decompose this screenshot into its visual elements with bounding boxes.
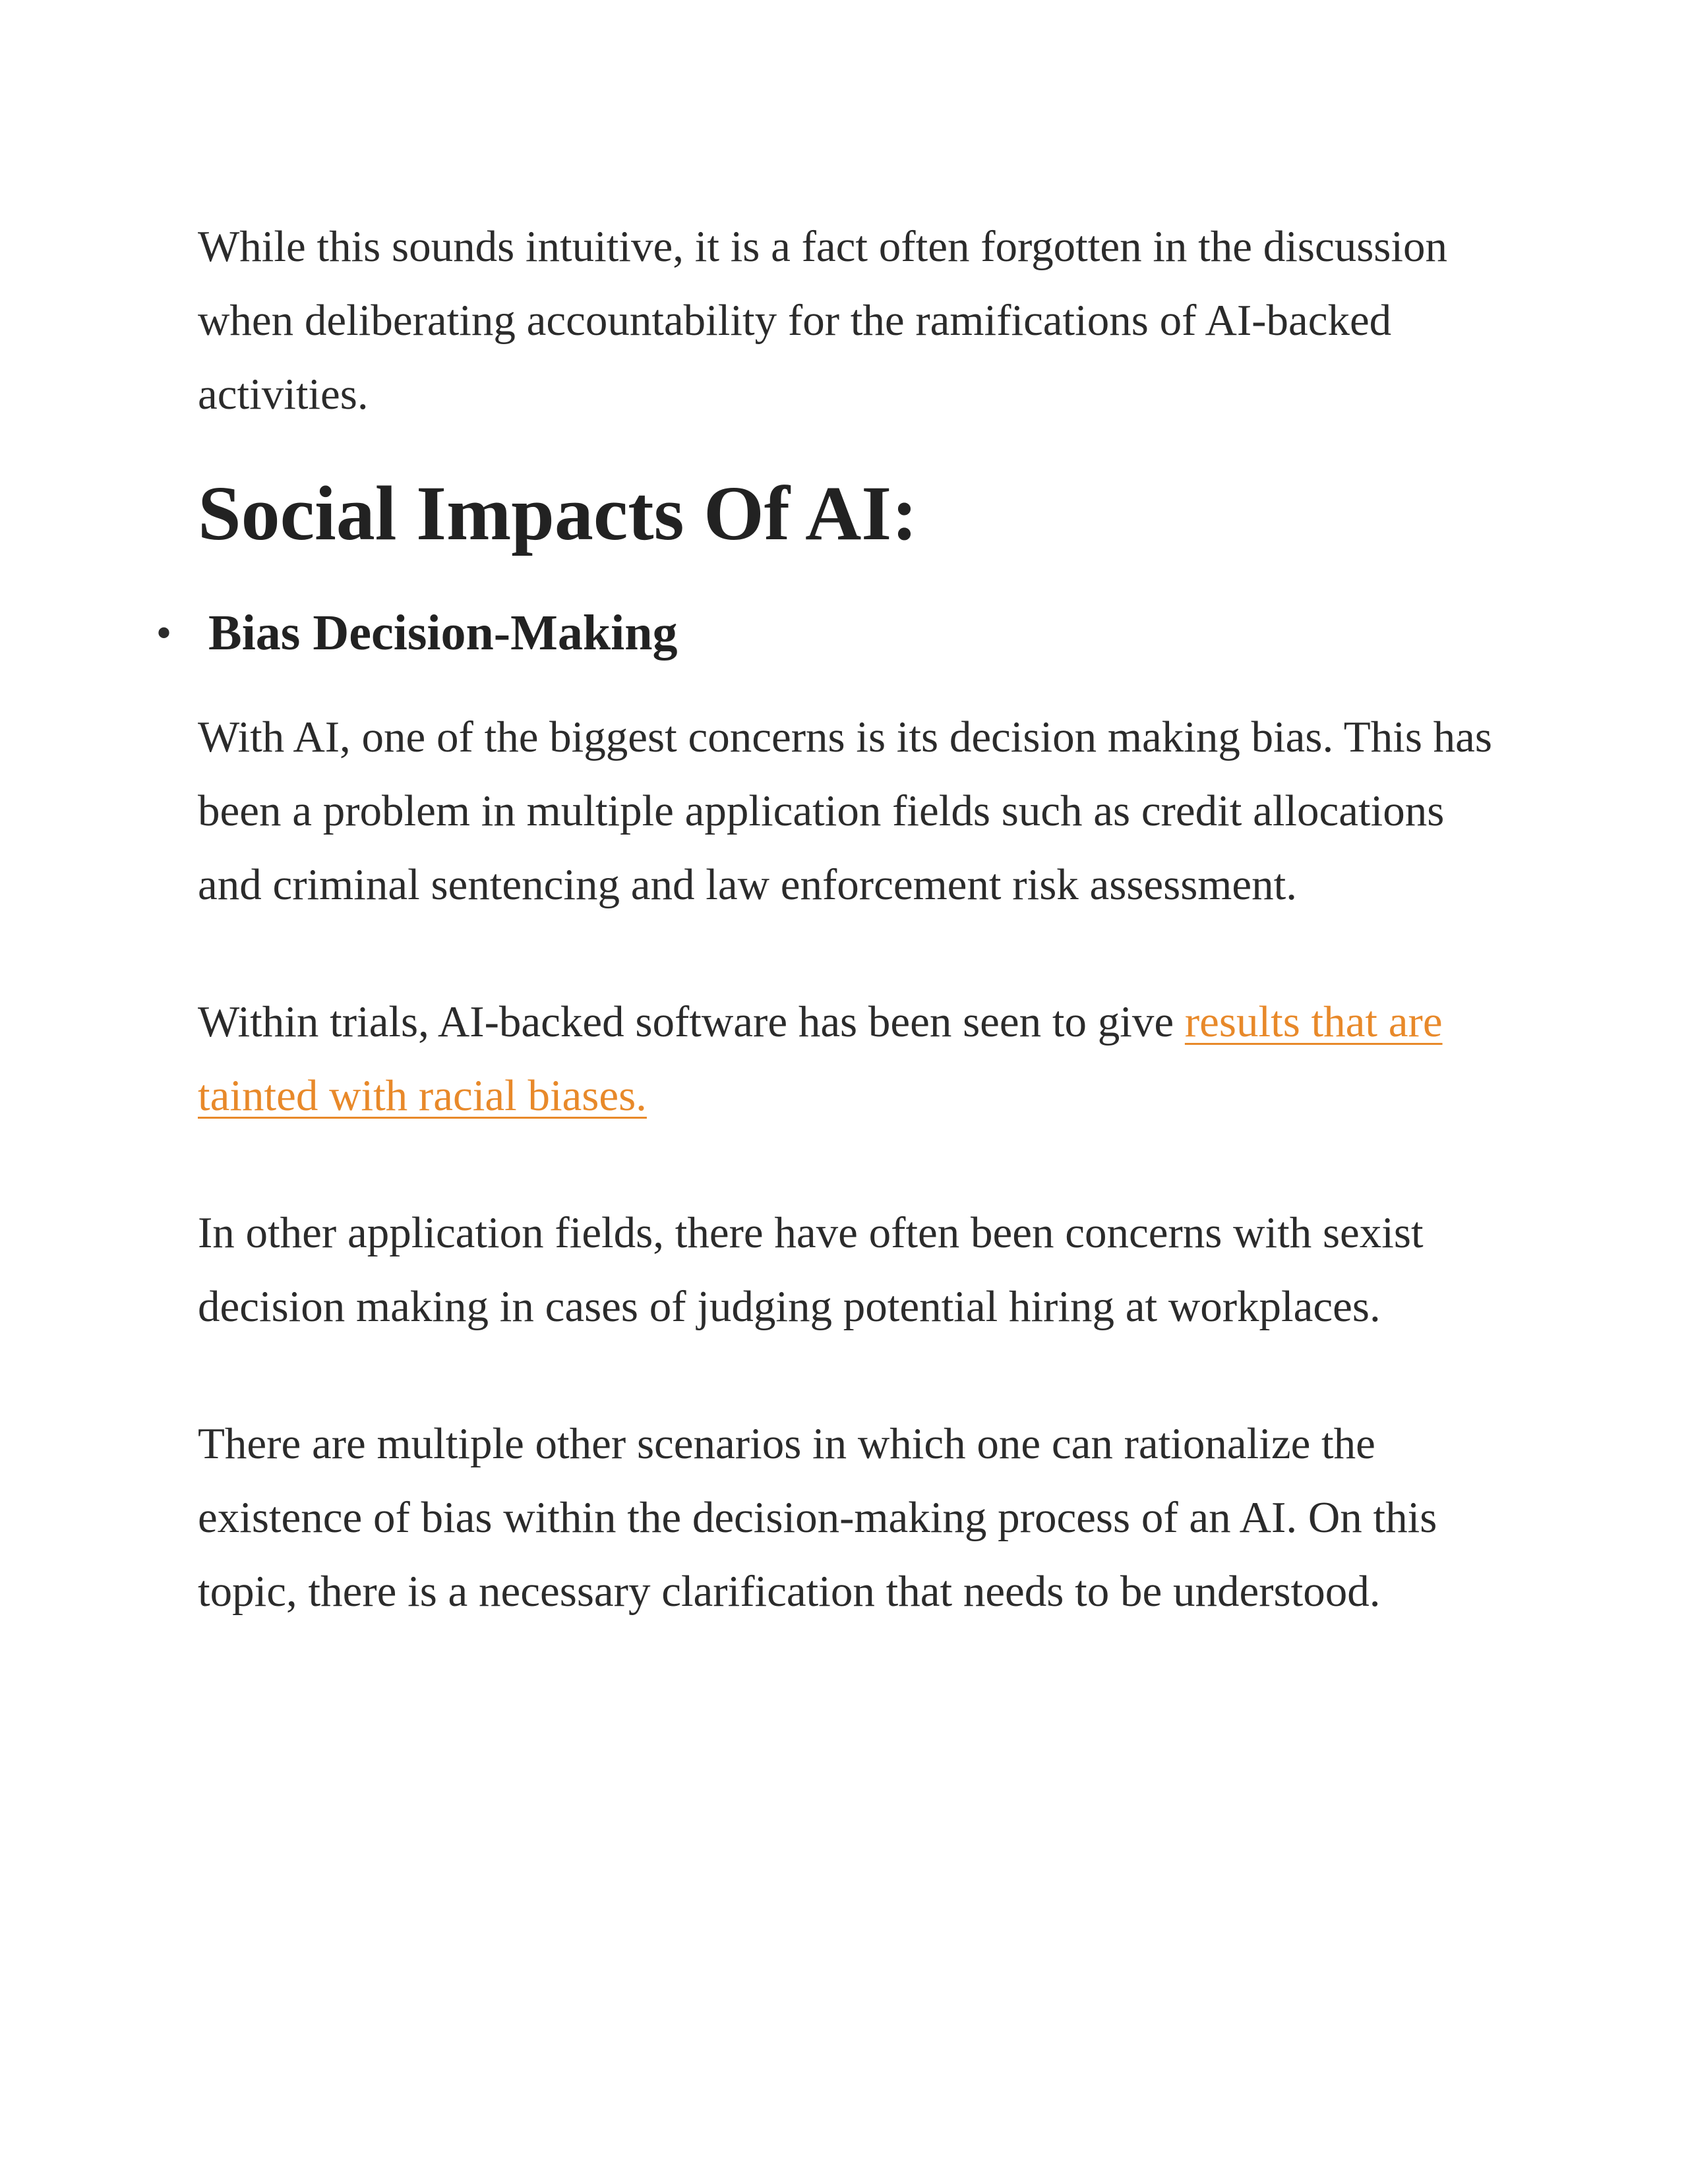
section-heading: Social Impacts Of AI:	[198, 470, 918, 556]
subsection-heading: Bias Decision-Making	[208, 605, 678, 661]
paragraph-bias-concerns: With AI, one of the biggest concerns is its decision making bias. This has been a problem in multiple application fields such as credit allocations and criminal sentencing and law enforcement risk assessment.	[198, 713, 1492, 909]
paragraph-scenarios: There are multiple other scenarios in which one can rationalize the existence of bias within the decision-making process of an AI. On this topic, there is a necessary clarification that needs to be understood.	[198, 1419, 1437, 1616]
paragraph-trials	[198, 985, 1503, 1133]
racial-bias-link[interactable]: results that are tainted with racial biases.	[198, 997, 1443, 1120]
bullet-dot-icon: •	[157, 611, 171, 655]
intro-paragraph: While this sounds intuitive, it is a fact often forgotten in the discussion when deliberating accountability for the ramifications of AI-backed activities.	[198, 222, 1447, 419]
paragraph-trials-text: Within trials, AI-backed software has been seen to give	[198, 997, 1185, 1046]
bullet-list-item	[157, 600, 1503, 666]
article-content	[157, 210, 1503, 1692]
paragraph-hiring: In other application fields, there have often been concerns with sexist decision making in cases of judging potential hiring at workplaces.	[198, 1208, 1424, 1331]
